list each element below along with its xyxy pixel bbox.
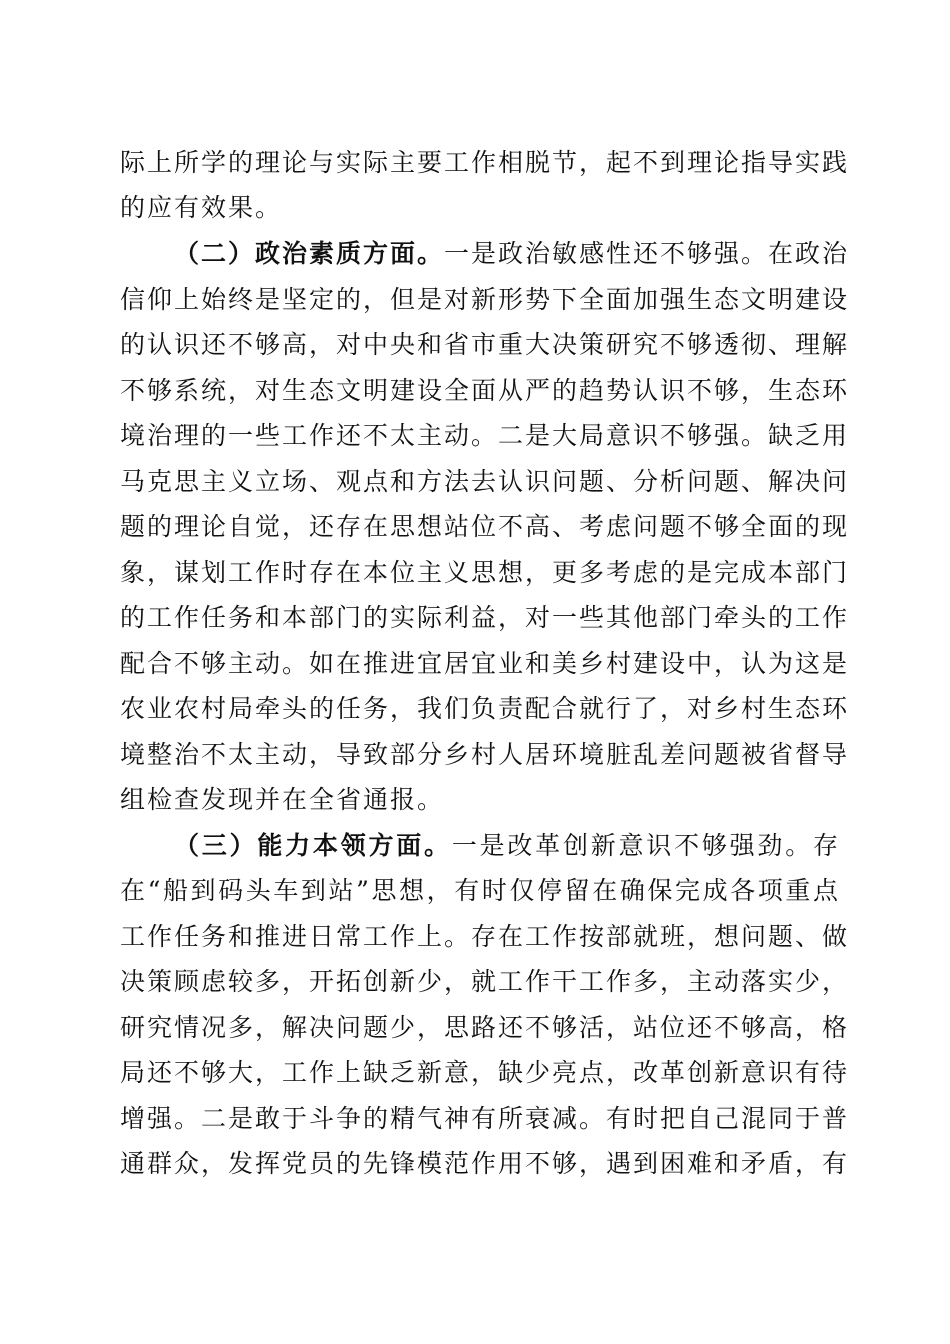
line-text: 马克思主义立场、观点和方法去认识问题、分析问题、解决问 [120, 467, 850, 496]
text-line [120, 735, 850, 775]
text-line [120, 462, 850, 502]
line-text: 的工作任务和本部门的实际利益，对一些其他部门牵头的工作 [120, 603, 850, 632]
line-text: 增强。二是敢于斗争的精气神有所衰减。有时把自己混同于普 [120, 1104, 850, 1133]
line-text: 通群众，发挥党员的先锋模范作用不够，遇到困难和矛盾，有 [120, 1149, 850, 1178]
line-text: 研究情况多，解决问题少，思路还不够活，站位还不够高，格 [120, 1013, 850, 1042]
line-text: 象，谋划工作时存在本位主义思想，更多考虑的是完成本部门 [120, 558, 850, 587]
text-line [120, 780, 840, 820]
line-text: 局还不够大，工作上缺乏新意，缺少亮点，改革创新意识有待 [120, 1058, 850, 1087]
line-text: 决策顾虑较多，开拓创新少，就工作干工作多，主动落实少， [120, 967, 850, 996]
text-line [120, 917, 850, 957]
line-text: 工作任务和推进日常工作上。存在工作按部就班，想问题、做 [120, 922, 850, 951]
line-text: 信仰上始终是坚定的，但是对新形势下全面加强生态文明建设 [120, 285, 850, 314]
text-line [120, 188, 840, 228]
text-line [120, 1099, 850, 1139]
text-line [120, 962, 850, 1002]
text-line [120, 689, 850, 729]
text-line [120, 598, 850, 638]
line-text: 际上所学的理论与实际主要工作相脱节，起不到理论指导实践 [120, 148, 850, 177]
text-line [120, 507, 850, 547]
text-line [120, 553, 850, 593]
line-text: 题的理论自觉，还存在思想站位不高、考虑问题不够全面的现 [120, 512, 850, 541]
line-text: 在“船到码头车到站”思想，有时仅停留在确保完成各项重点 [120, 876, 840, 905]
text-line [120, 143, 850, 183]
line-text: 配合不够主动。如在推进宜居宜业和美乡村建设中，认为这是 [120, 649, 850, 678]
text-line [120, 416, 850, 456]
line-text: 不够系统，对生态文明建设全面从严的趋势认识不够，生态环 [120, 376, 850, 405]
section-heading-line [120, 234, 850, 274]
text-line [120, 1053, 850, 1093]
text-line [120, 1008, 850, 1048]
text-line [120, 871, 840, 911]
line-text: 的认识还不够高，对中央和省市重大决策研究不够透彻、理解 [120, 330, 850, 359]
section-heading-line [120, 826, 840, 866]
text-line [120, 280, 850, 320]
line-text: 一是改革创新意识不够强劲。存 [451, 831, 840, 860]
text-line [120, 644, 850, 684]
line-text: 一是政治敏感性还不够强。在政治 [444, 239, 850, 268]
text-line [120, 1144, 850, 1184]
text-line [120, 325, 850, 365]
section-heading-ability: （三）能力本领方面。 [174, 831, 452, 860]
line-text: 的应有效果。 [120, 193, 283, 222]
line-text: 组检查发现并在全省通报。 [120, 785, 445, 814]
section-heading-politics: （二）政治素质方面。 [174, 239, 445, 268]
line-text: 农业农村局牵头的任务，我们负责配合就行了，对乡村生态环 [120, 694, 850, 723]
text-line [120, 371, 850, 411]
line-text: 境整治不太主动，导致部分乡村人居环境脏乱差问题被省督导 [120, 740, 850, 769]
line-text: 境治理的一些工作还不太主动。二是大局意识不够强。缺乏用 [120, 421, 850, 450]
